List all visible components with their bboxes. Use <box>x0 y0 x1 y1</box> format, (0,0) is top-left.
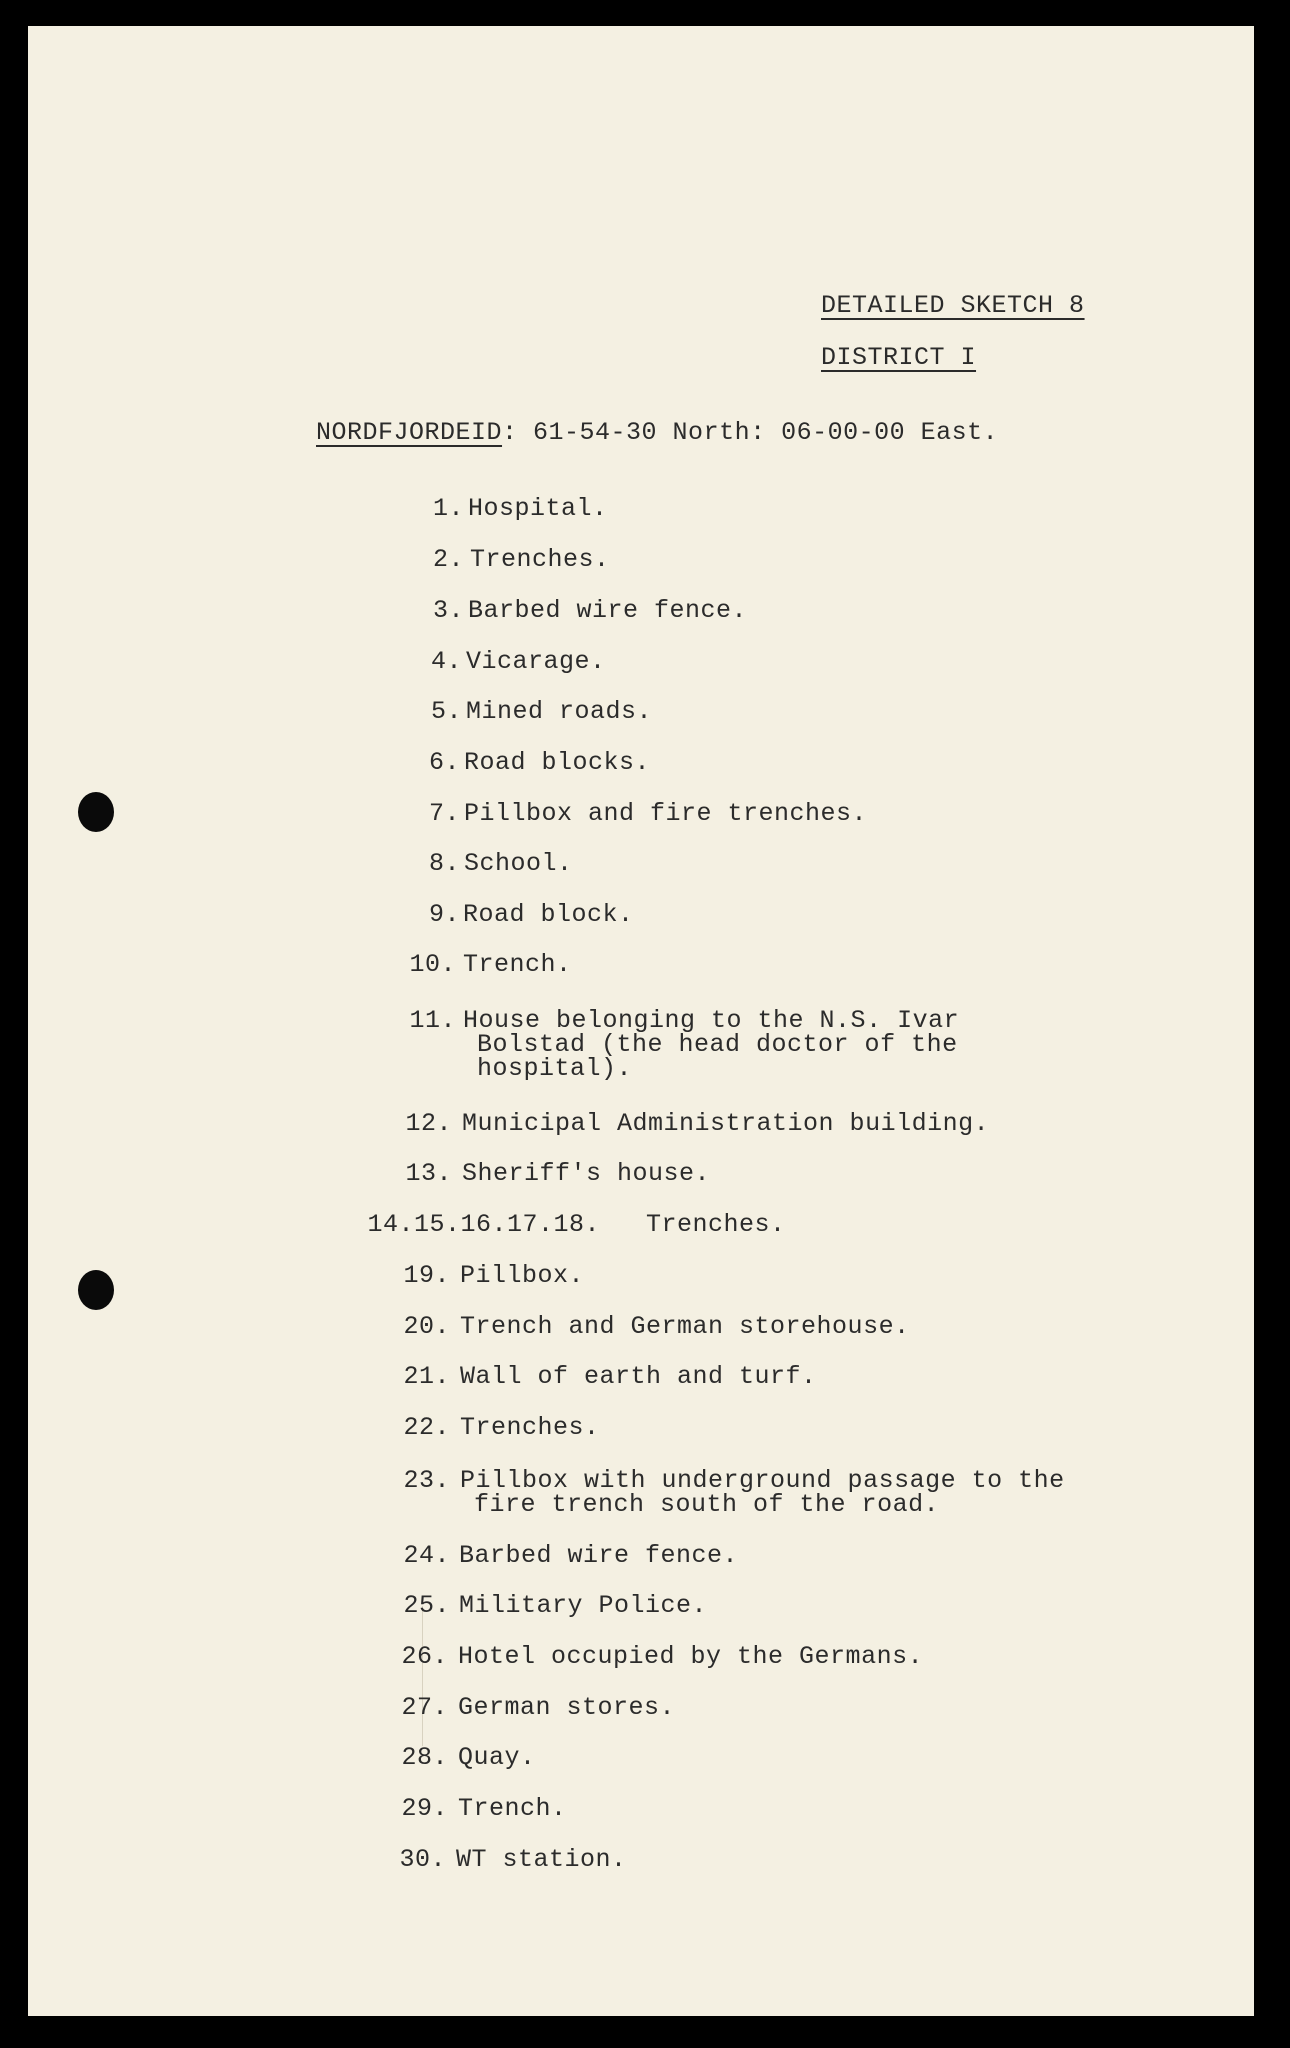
legend-item-line: Barbed wire fence. <box>468 596 748 625</box>
legend-item-line: Trenches. <box>460 1413 600 1442</box>
legend-item <box>403 1413 600 1442</box>
legend-item-number: 5. <box>430 697 462 726</box>
legend-item <box>428 748 651 777</box>
legend-item-number: 20. <box>403 1312 450 1341</box>
legend-item-text <box>466 649 606 674</box>
legend-item-text <box>463 1006 960 1083</box>
legend-item-number: 30. <box>399 1845 446 1874</box>
document-title: DETAILED SKETCH 8 <box>821 291 1085 320</box>
legend-item <box>403 1312 910 1341</box>
legend-item-line: Trenches. <box>470 545 610 574</box>
district-heading: DISTRICT I <box>821 343 977 372</box>
legend-item <box>401 1693 676 1722</box>
legend-item-text <box>459 1593 707 1618</box>
legend-item-line: Hotel occupied by the Germans. <box>458 1642 924 1671</box>
legend-item-line: Road block. <box>463 900 634 929</box>
legend-item <box>405 1109 990 1138</box>
legend-item-number: 3. <box>432 596 464 625</box>
paper-crease <box>422 1606 423 1746</box>
legend-item-line: Pillbox with underground passage to the <box>460 1466 1065 1495</box>
legend-item-continuation: hospital). <box>477 1054 633 1083</box>
legend-item <box>405 1159 711 1188</box>
legend-item-line: Trench. <box>458 1794 567 1823</box>
legend-item-line: House belonging to the N.S. Ivar <box>463 1006 960 1035</box>
legend-item-line: German stores. <box>458 1693 676 1722</box>
legend-item-text <box>459 1543 738 1568</box>
legend-item <box>403 1261 585 1290</box>
legend-item-continuation: Bolstad (the head doctor of the <box>477 1030 958 1059</box>
legend-item-line: Sheriff's house. <box>462 1159 711 1188</box>
legend-item-text <box>466 699 652 724</box>
legend-item-text <box>458 1644 923 1669</box>
legend-item <box>428 900 634 929</box>
legend-item-number: 19. <box>403 1261 450 1290</box>
legend-item <box>428 799 868 828</box>
legend-item-number: 1. <box>432 494 464 523</box>
legend-item-line: Hospital. <box>468 494 608 523</box>
legend-item <box>401 1794 567 1823</box>
legend-item-number: 7. <box>428 799 460 828</box>
legend-item <box>409 950 572 979</box>
legend-item <box>403 1541 739 1570</box>
legend-item-text <box>460 1364 817 1389</box>
legend-item-line: Vicarage. <box>466 647 606 676</box>
legend-item-text <box>462 1161 710 1186</box>
legend-item <box>401 1743 536 1772</box>
legend-item-text <box>464 750 650 775</box>
legend-item-number: 2. <box>432 545 464 574</box>
punch-hole-upper <box>78 792 114 832</box>
legend-item-number: 10. <box>409 950 456 979</box>
legend-item-line: Pillbox and fire trenches. <box>464 799 868 828</box>
legend-item-text <box>456 1847 627 1872</box>
legend-item-line: Trench. <box>463 950 572 979</box>
legend-item <box>432 545 610 574</box>
legend-item-number: 11. <box>409 1006 456 1035</box>
location-line <box>316 418 998 447</box>
legend-item-line: Road blocks. <box>464 748 651 777</box>
legend-item-line: Municipal Administration building. <box>462 1109 990 1138</box>
legend-item-number: 9. <box>428 900 460 929</box>
legend-item-text <box>464 851 573 876</box>
legend-item-number: 4. <box>430 647 462 676</box>
punch-hole-lower <box>78 1270 114 1310</box>
legend-item-number: 25. <box>403 1591 450 1620</box>
legend-item-number: 26. <box>401 1642 448 1671</box>
legend-item-text <box>463 952 572 977</box>
legend-item-number: 27. <box>401 1693 448 1722</box>
legend-item-text <box>458 1745 536 1770</box>
legend-item-text <box>460 1466 1065 1519</box>
document-page <box>28 26 1254 2016</box>
legend-item <box>399 1845 627 1874</box>
legend-item <box>403 1591 708 1620</box>
legend-item-text <box>646 1212 786 1237</box>
legend-item-number: 21. <box>403 1362 450 1391</box>
legend-item-text <box>468 496 608 521</box>
legend-item-text <box>468 598 747 623</box>
legend-item-number: 12. <box>405 1109 452 1138</box>
location-coordinates: : 61-54-30 North: 06-00-00 East. <box>502 418 999 447</box>
legend-item-text <box>460 1314 910 1339</box>
legend-item-number: 14.15.16.17.18. <box>367 1210 600 1239</box>
legend-item-line: Barbed wire fence. <box>459 1541 739 1570</box>
legend-item-text <box>458 1695 675 1720</box>
legend-item-text <box>464 801 867 826</box>
legend-item <box>401 1642 924 1671</box>
legend-item <box>403 1466 1065 1519</box>
legend-item <box>432 596 748 625</box>
legend-item-text <box>460 1263 584 1288</box>
legend-item <box>409 1006 960 1083</box>
legend-item-line: School. <box>464 849 573 878</box>
legend-item-number: 23. <box>403 1466 450 1495</box>
legend-item-number: 8. <box>428 849 460 878</box>
legend-item-text <box>462 1111 989 1136</box>
location-place: NORDFJORDEID <box>316 418 503 447</box>
legend-item <box>430 697 653 726</box>
legend-item-line: Trenches. <box>646 1210 786 1239</box>
legend-item-text <box>458 1796 567 1821</box>
legend-item-line: Quay. <box>458 1743 536 1772</box>
legend-item-number: 29. <box>401 1794 448 1823</box>
legend-item <box>367 1210 786 1239</box>
legend-item <box>432 494 608 523</box>
legend-item-number: 6. <box>428 748 460 777</box>
legend-item-continuation: fire trench south of the road. <box>474 1490 940 1519</box>
legend-item-text <box>463 902 634 927</box>
legend-item-number: 24. <box>403 1541 450 1570</box>
legend-item-number: 13. <box>405 1159 452 1188</box>
legend-item-line: Military Police. <box>459 1591 708 1620</box>
legend-item-line: WT station. <box>456 1845 627 1874</box>
legend-item <box>403 1362 817 1391</box>
legend-item-text <box>460 1415 600 1440</box>
legend-item <box>428 849 573 878</box>
legend-item <box>430 647 606 676</box>
legend-item-line: Wall of earth and turf. <box>460 1362 817 1391</box>
legend-item-text <box>470 547 610 572</box>
legend-item-line: Mined roads. <box>466 697 653 726</box>
legend-item-number: 22. <box>403 1413 450 1442</box>
legend-item-number: 28. <box>401 1743 448 1772</box>
legend-item-line: Trench and German storehouse. <box>460 1312 910 1341</box>
legend-item-line: Pillbox. <box>460 1261 585 1290</box>
